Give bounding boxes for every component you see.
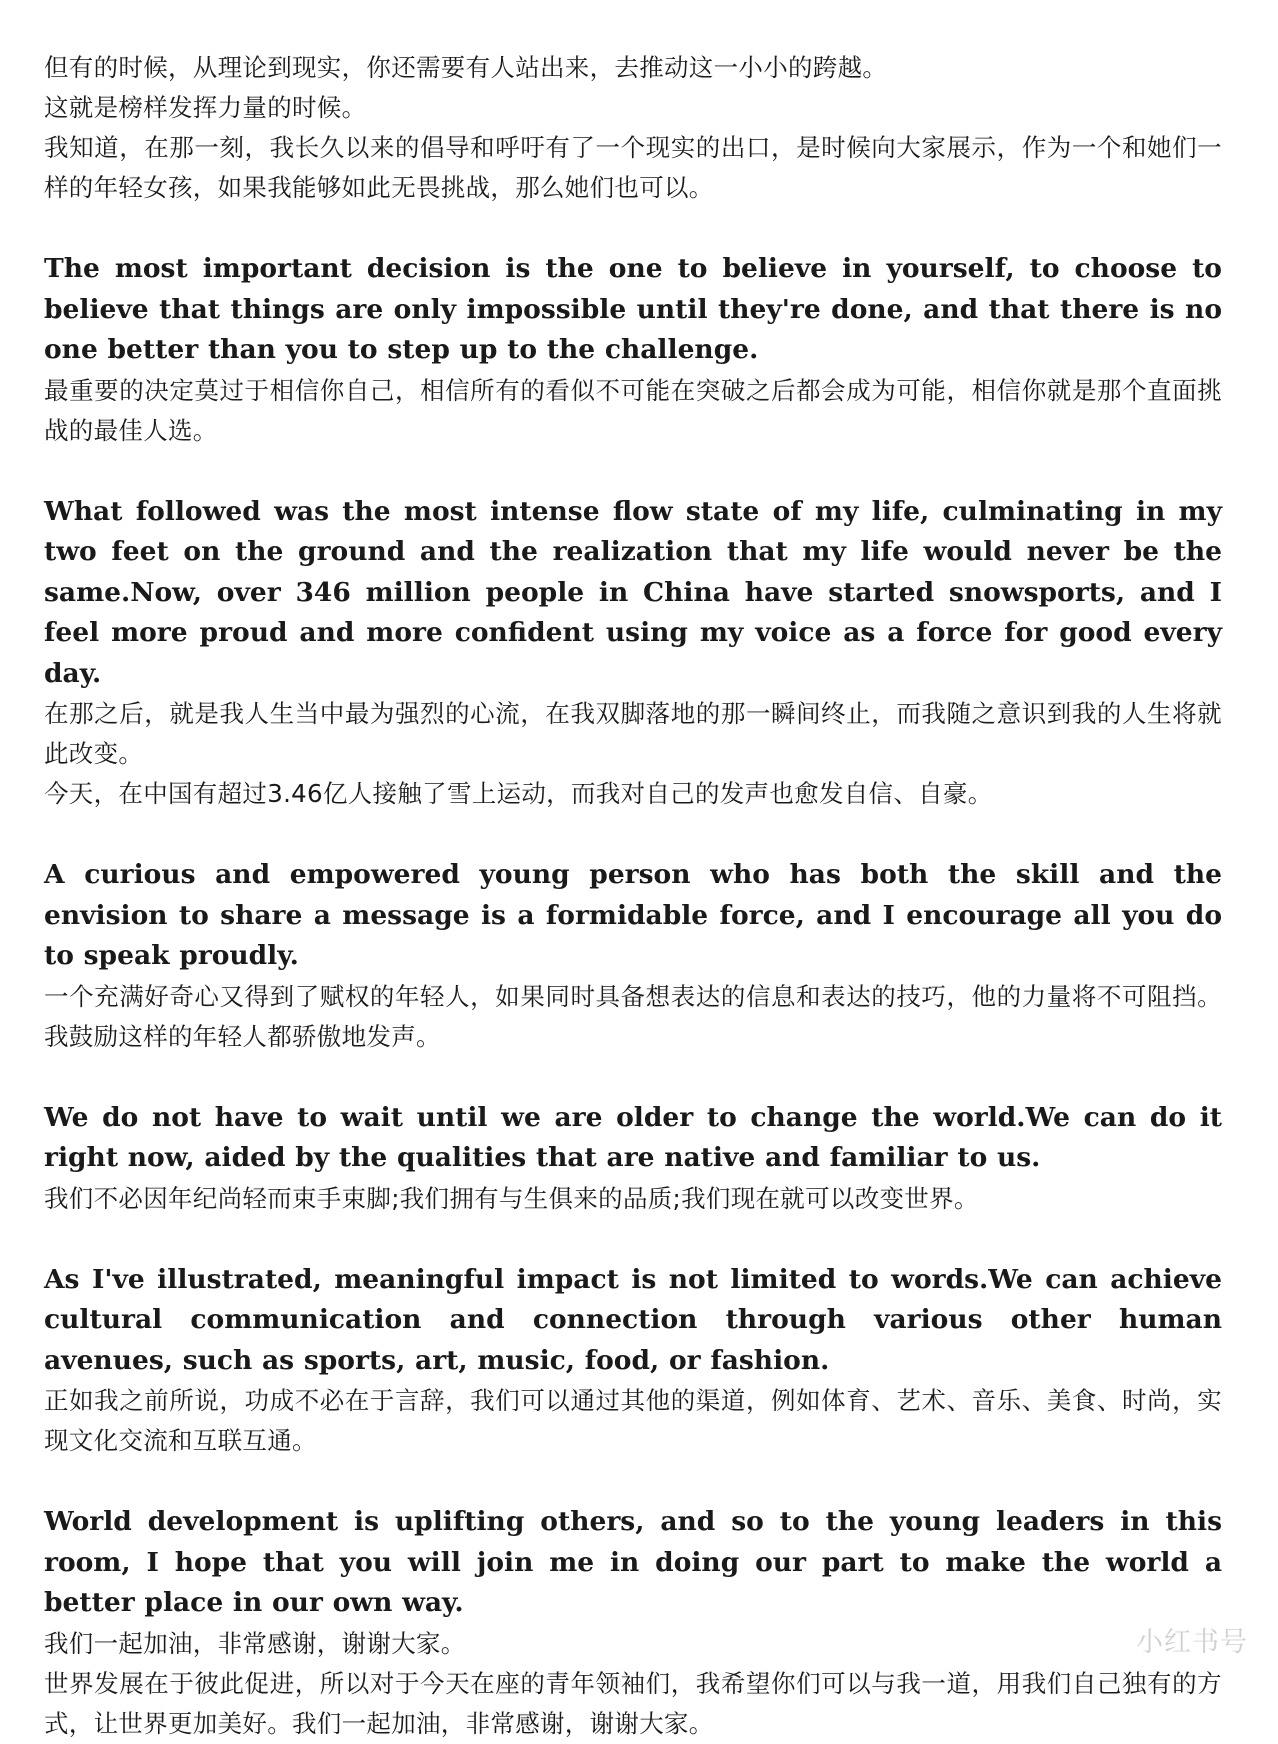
chinese-paragraph: 这就是榜样发挥力量的时候。 <box>44 93 367 122</box>
document-body <box>44 48 1222 1744</box>
english-paragraph: The most important decision is the one to believe in yourself, to choose to believe that things are only impossible until they're done, and that there is no one better than you to step up to the challenge. <box>44 253 1222 365</box>
watermark: 小红书号 <box>1136 1627 1248 1658</box>
chinese-paragraph: 世界发展在于彼此促进，所以对于今天在座的青年领袖们，我希望你们可以与我一道，用我们自己独有的方式，让世界更加美好。我们一起加油，非常感谢，谢谢大家。 <box>44 1668 1222 1738</box>
text-block <box>44 249 1222 451</box>
chinese-paragraph: 我知道，在那一刻，我长久以来的倡导和呼吁有了一个现实的出口，是时候向大家展示，作为一个和她们一样的年轻女孩，如果我能够如此无畏挑战，那么她们也可以。 <box>44 133 1222 202</box>
english-paragraph: A curious and empowered young person who has both the skill and the envision to share a message is a formidable force, and I encourage all you do to speak proudly. <box>44 859 1222 971</box>
chinese-paragraph: 最重要的决定莫过于相信你自己，相信所有的看似不可能在突破之后都会成为可能，相信你就是那个直面挑战的最佳人选。 <box>44 375 1222 445</box>
chinese-paragraph: 今天，在中国有超过3.46亿人接触了雪上运动，而我对自己的发声也愈发自信、自豪。 <box>44 779 993 808</box>
english-paragraph: As I've illustrated, meaningful impact is not limited to words.We can achieve cultural communication and connection through various other human avenues, such as sports, art, music, food, or fashion. <box>44 1263 1222 1376</box>
chinese-paragraph: 正如我之前所说，功成不必在于言辞，我们可以通过其他的渠道，例如体育、艺术、音乐、美食、时尚，实现文化交流和互联互通。 <box>44 1386 1222 1455</box>
english-paragraph: World development is uplifting others, and so to the young leaders in this room, I hope that you will join me in doing our part to make the world a better place in our own way. <box>44 1506 1222 1618</box>
english-paragraph: We do not have to wait until we are older to change the world.We can do it right now, aided by the qualities that are native and familiar to us. <box>44 1101 1222 1173</box>
text-block <box>44 1502 1222 1744</box>
text-block <box>44 855 1222 1057</box>
chinese-paragraph: 我们不必因年纪尚轻而束手束脚;我们拥有与生俱来的品质;我们现在就可以改变世界。 <box>44 1183 979 1213</box>
text-block <box>44 1098 1222 1219</box>
text-block <box>44 48 1222 208</box>
chinese-paragraph: 但有的时候，从理论到现实，你还需要有人站出来，去推动这一小小的跨越。 <box>44 53 888 82</box>
text-block <box>44 492 1222 815</box>
chinese-paragraph: 我们一起加油，非常感谢，谢谢大家。 <box>44 1628 466 1658</box>
chinese-paragraph: 在那之后，就是我人生当中最为强烈的心流，在我双脚落地的那一瞬间终止，而我随之意识到我的人生将就此改变。 <box>44 699 1222 768</box>
chinese-paragraph: 一个充满好奇心又得到了赋权的年轻人，如果同时具备想表达的信息和表达的技巧，他的力量将不可阻挡。我鼓励这样的年轻人都骄傲地发声。 <box>44 981 1222 1051</box>
english-paragraph: What followed was the most intense flow state of my life, culminating in my two feet on the ground and the realization that my life would never be the same.Now, over 346 million people in China have started snowsports, and I feel more proud and more confident using my voice as a force for good every day. <box>44 495 1222 689</box>
text-block <box>44 1260 1222 1462</box>
